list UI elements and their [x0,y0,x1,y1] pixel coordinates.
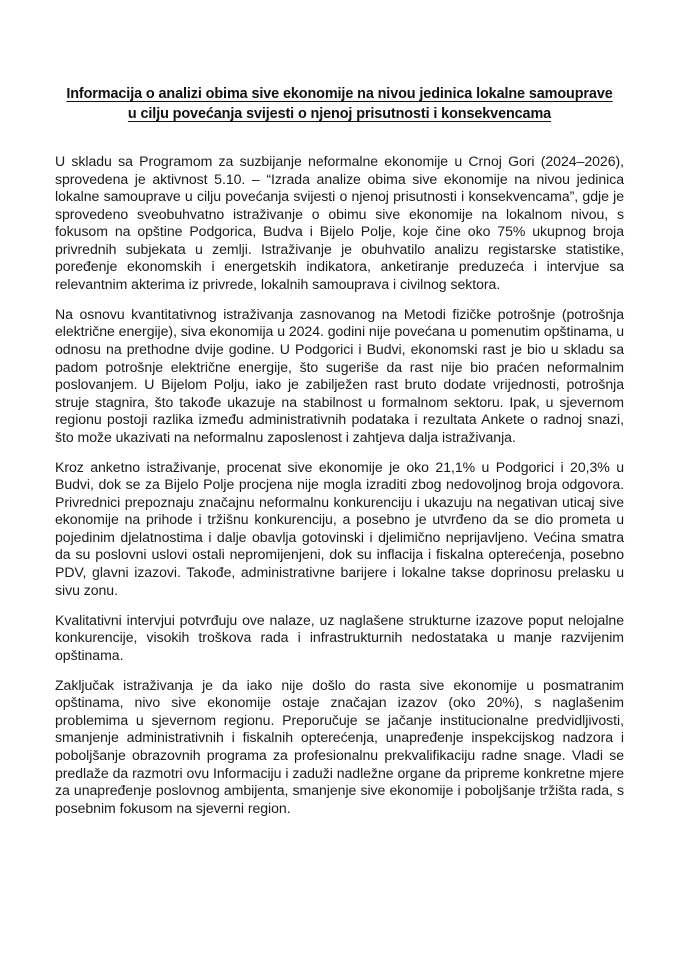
body-paragraph: Kvalitativni intervjui potvrđuju ove nalaze, uz naglašene strukturne izazove poput nelojalne konkurencije, visokih troškova rada i infrastrukturnih nedostataka u manje razvijenim opštinama. [55,611,624,663]
body-paragraph: Kroz anketno istraživanje, procenat sive ekonomije je oko 21,1% u Podgorici i 20,3% u Budvi, dok se za Bijelo Polje procjena nije mogla izraditi zbog nedovoljnog broja odgovora. Privrednici prepoznaju značajnu neformalnu konkurenciju i ukazuju na negativan uticaj sive ekonomije na prihode i tržišnu konkurenciju, a posebno je utvrđeno da se dio prometa u pojedinim djelatnostima i dalje obavlja gotovinski i djelimično neprijavljeno. Većina smatra da su poslovni uslovi ostali nepromijenjeni, dok su inflacija i fiskalna opterećenja, posebno PDV, glavni izazovi. Takođe, administrativne barijere i lokalne takse doprinosu prelasku u sivu zonu. [55,458,624,598]
document-body [55,124,624,817]
body-paragraph: Na osnovu kvantitativnog istraživanja zasnovanog na Metodi fizičke potrošnje (potrošnja električne energije), siva ekonomija u 2024. godini nije povećana u pomenutim opštinama, u odnosu na prethodne dvije godine. U Podgorici i Budvi, ekonomski rast je bio u skladu sa padom potrošnje električne energije, što sugeriše da rast nije bio praćen neformalnim poslovanjem. U Bijelom Polju, iako je zabilježen rast bruto dodate vrijednosti, potrošnja struje stagnira, što takođe ukazuje na stabilnost u formalnom sektoru. Ipak, u sjevernom regionu postoji razlika između administrativnih podataka i rezultata Ankete o radnoj snazi, što može ukazivati na neformalnu zaposlenost i zahtjeva dalja istraživanja. [55,305,624,445]
page-title-line-1: Informacija o analizi obima sive ekonomije na nivou jedinica lokalne samouprave [66,86,613,102]
body-paragraph: U skladu sa Programom za suzbijanje neformalne ekonomije u Crnoj Gori (2024–2026), sprovedena je aktivnost 5.10. – “Izrada analize obima sive ekonomije na nivou jedinica lokalne samouprave u cilju povećanja svijesti o njenoj prisutnosti i konsekvencama”, gdje je sprovedeno sveobuhvatno istraživanje o obimu sive ekonomije na lokalnom nivou, s fokusom na opštine Podgorica, Budva i Bijelo Polje, koje čine oko 75% ukupnog broja privrednih subjekata u zemlji. Istraživanje je obuhvatilo analizu registarske statistike, poređenje ekonomskih i energetskih indikatora, anketiranje preduzeća i intervjue sa relevantnim akterima iz privrede, lokalnih samouprava i civilnog sektora. [55,153,624,292]
page-title-line-2: u cilju povećanja svijesti o njenoj prisutnosti i konsekvencama [127,106,552,122]
body-paragraph: Zaključak istraživanja je da iako nije došlo do rasta sive ekonomije u posmatranim opštinama, nivo sive ekonomije ostaje značajan izazov (oko 20%), s naglašenim problemima u sjevernom regionu. Preporučuje se jačanje institucionalne predvidljivosti, smanjenje administrativnih i fiskalnih opterećenja, unapređenje inspekcijskog nadzora i poboljšanje obrazovnih programa za profesionalnu prekvalifikaciju radne snage. Vladi se predlaže da razmotri ovu Informaciju i zaduži nadležne organe da pripreme konkretne mjere za unapređenje poslovnog ambijenta, smanjenje sive ekonomije i poboljšanje tržišta rada, s posebnim fokusom na sjeverni region. [55,676,624,816]
page-title [55,0,624,124]
